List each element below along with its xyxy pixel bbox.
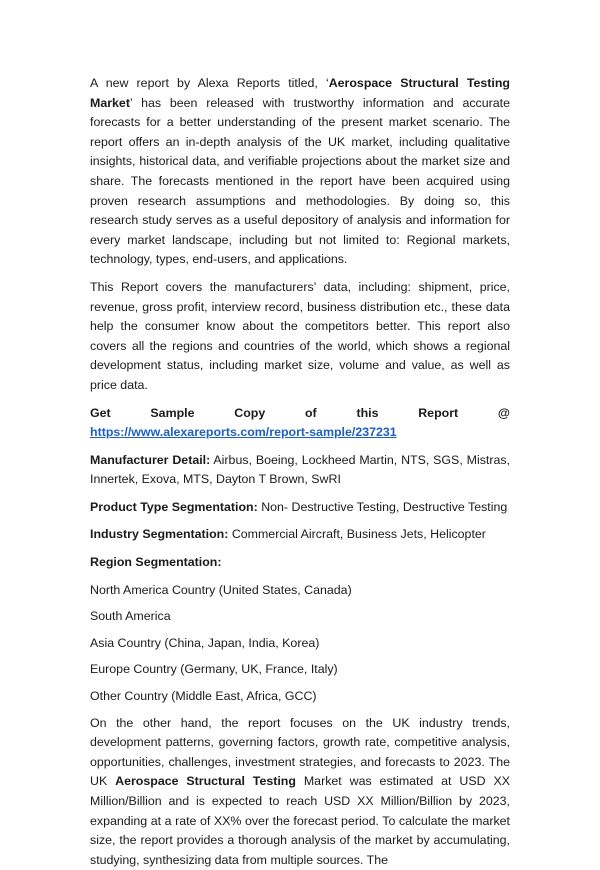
sample-label: Get Sample Copy of this Report @ (90, 405, 510, 420)
intro-text-start: A new report by Alexa Reports titled, ‘ (90, 76, 329, 90)
product-type-value: Non- Destructive Testing, Destructive Testing (257, 499, 508, 514)
industry-value: Commercial Aircraft, Business Jets, Helicopter (228, 527, 486, 542)
industry-segmentation (90, 525, 510, 545)
region-item: Asia Country (China, Japan, India, Korea) (90, 635, 320, 650)
manufacturer-label: Manufacturer Detail: (90, 452, 211, 467)
report-title: Aerospace Structural Testing Market (90, 76, 510, 110)
region-item: South America (90, 609, 171, 624)
region-item: Other Country (Middle East, Africa, GCC) (90, 689, 317, 704)
sample-link-line (90, 423, 510, 443)
intro-paragraph (90, 74, 510, 270)
closing-text-start: On the other hand, the report focuses on the UK industry trends, development patterns, governing factors, growth rate, competitive analysis, opportunities, challenges, investment strategies, and forecasts to 2023. The UK (90, 715, 510, 789)
manufacturer-detail (90, 451, 510, 490)
intro-text-end: ’ has been released with trustworthy information and accurate forecasts for a better understanding of the present market scenario. The report offers an in-depth analysis of the UK market, including qualitative insights, historical data, and verifiable projections about the market size and share. The forecasts mentioned in the report have been acquired using proven research assumptions and methodologies. By doing so, this research study serves as a useful depository of analysis and information for every market landscape, including but not limited to: Regional markets, technology, types, end-users, and applications. (90, 95, 510, 267)
closing-market-name: Aerospace Structural Testing (115, 774, 296, 789)
coverage-paragraph: This Report covers the manufacturers’ data, including: shipment, price, revenue, gross profit, interview record, business distribution etc., these data help the consumer know about the competitors better. This report also covers all the regions and countries of the world, which shows a regional development status, including market size, volume and value, as well as price data. (90, 279, 510, 392)
manufacturer-value: Airbus, Boeing, Lockheed Martin, NTS, SGS, Mistras, Innertek, Exova, MTS, Dayton T Brown, SwRI (90, 452, 510, 487)
industry-label: Industry Segmentation: (90, 527, 229, 542)
product-type-label: Product Type Segmentation: (90, 499, 258, 514)
region-segmentation-heading (90, 553, 510, 573)
region-label: Region Segmentation: (90, 555, 222, 570)
closing-text-end: Market was estimated at USD XX Million/Billion and is expected to reach USD XX Million/Billion by 2023, expanding at a rate of XX% over the forecast period. To calculate the market size, the report provides a thorough analysis of the market by accumulating, studying, synthesizing data from multiple sources. The (90, 774, 510, 867)
region-item: Europe Country (Germany, UK, France, Italy) (90, 662, 338, 677)
sample-report-link[interactable]: https://www.alexareports.com/report-sample/237231 (90, 425, 397, 440)
region-item: North America Country (United States, Canada) (90, 582, 352, 597)
closing-paragraph (90, 714, 510, 870)
product-type-segmentation (90, 498, 510, 518)
